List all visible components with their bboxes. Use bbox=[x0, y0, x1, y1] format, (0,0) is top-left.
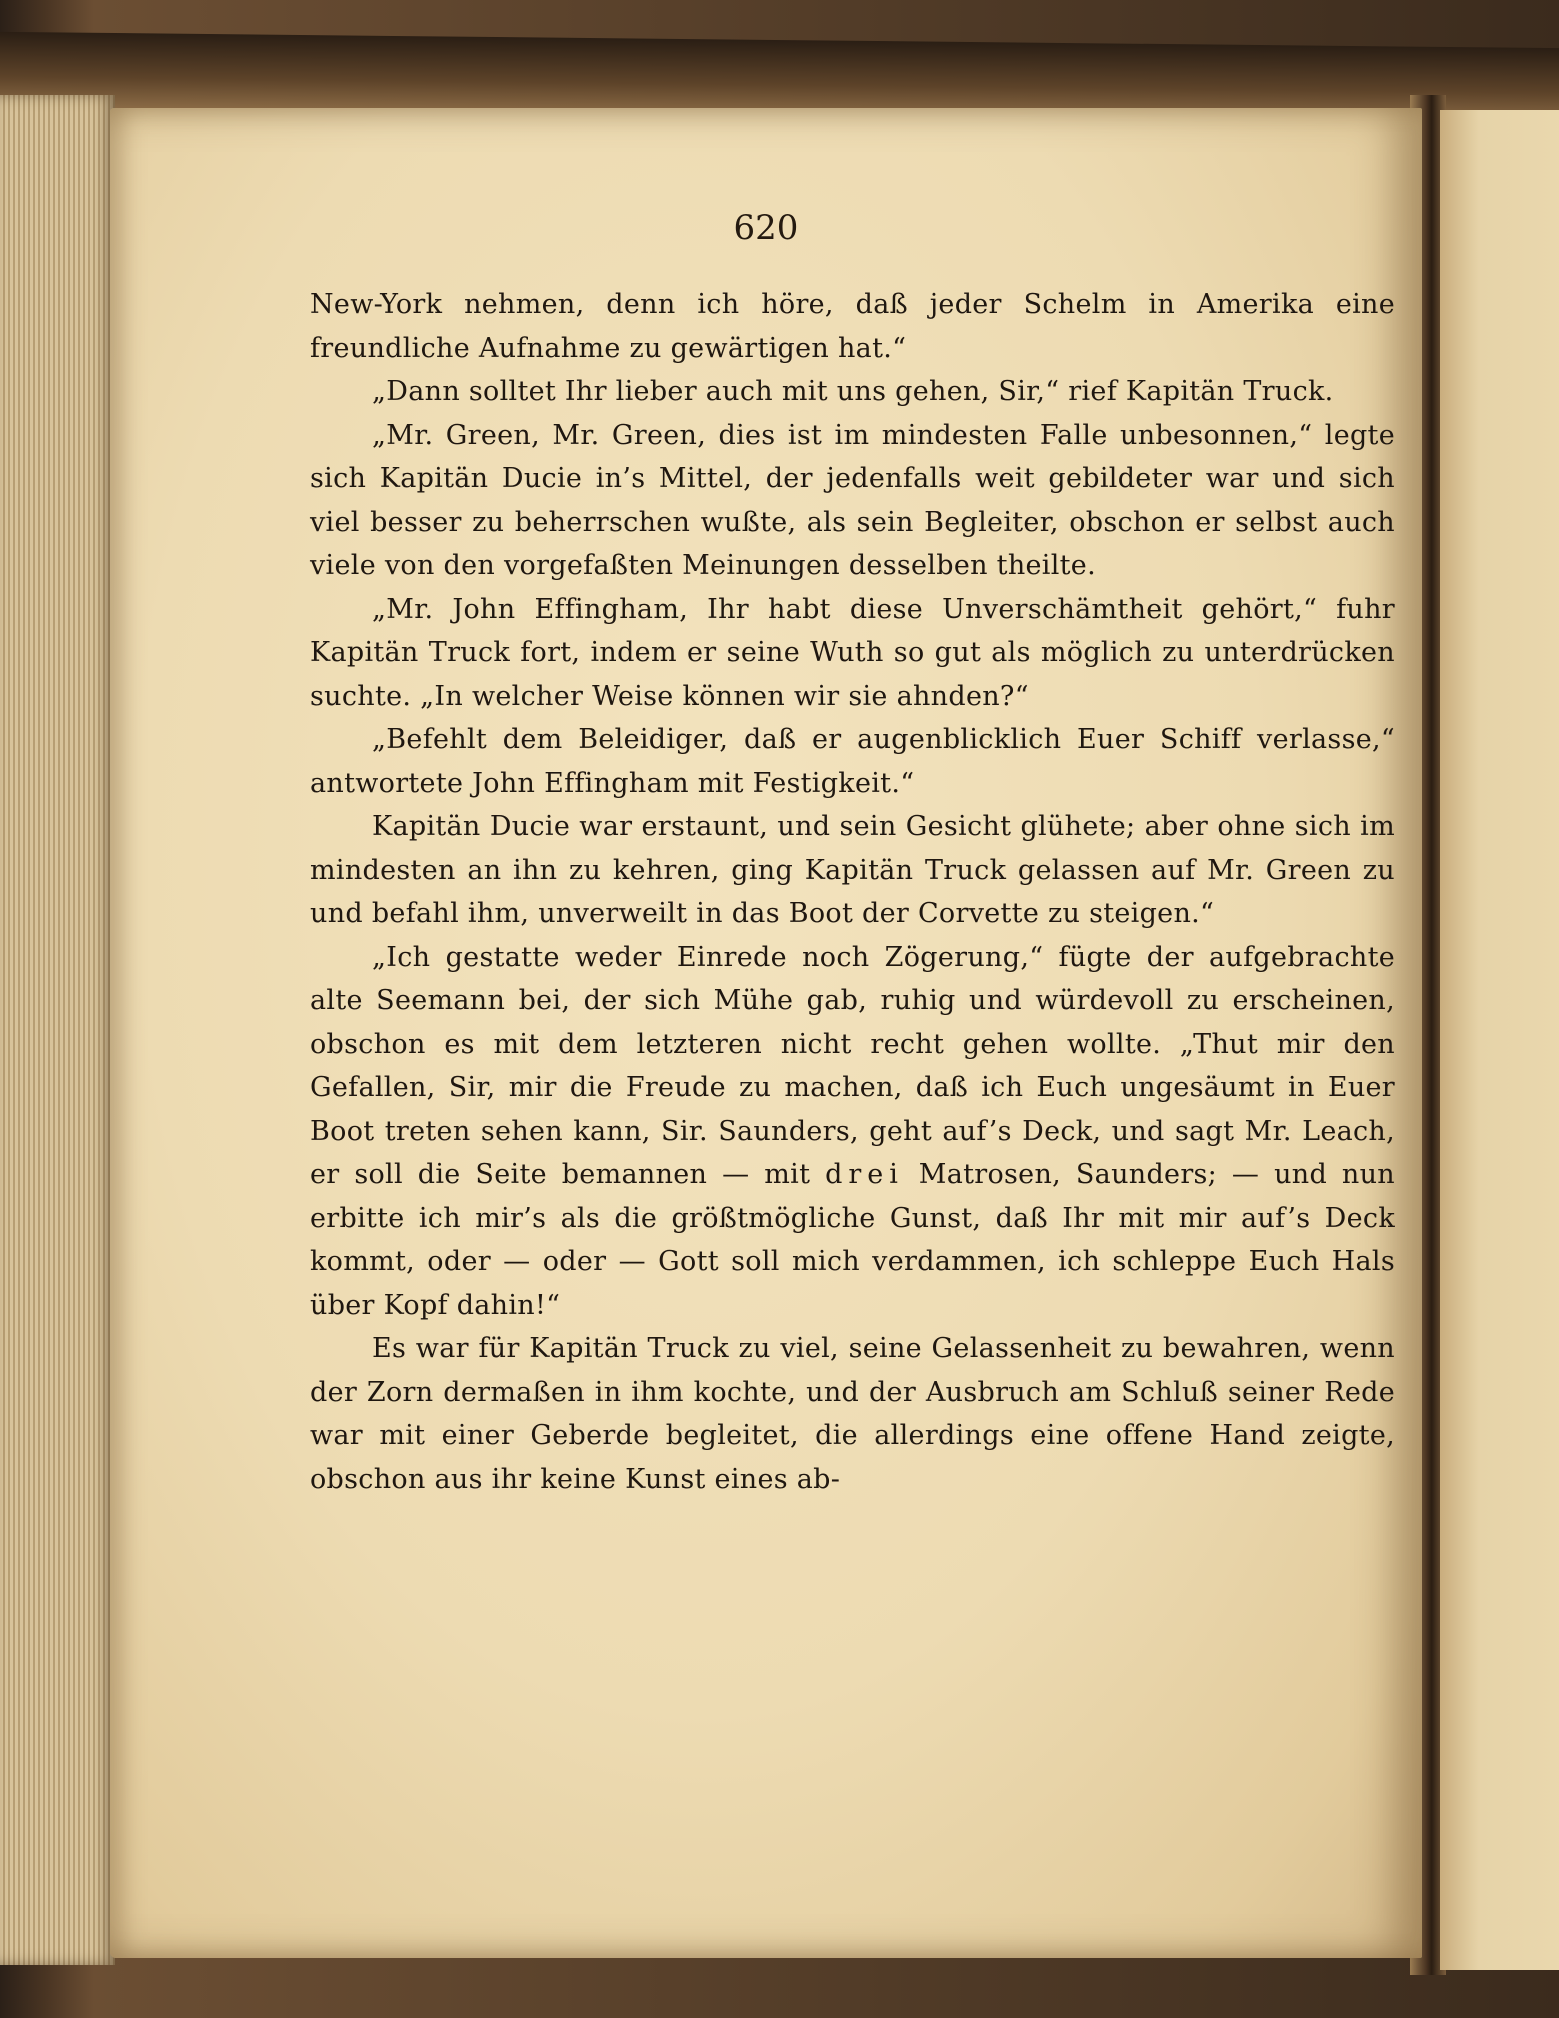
paragraph-5: „Befehlt dem Beleidiger, daß er augenblicklich Euer Schiff verlasse,“ antwortete John Effingham mit Festigkeit.“ bbox=[310, 724, 1395, 799]
paragraph-8: Es war für Kapitän Truck zu viel, seine Gelassenheit zu bewahren, wenn der Zorn dermaßen in ihm kochte, und der Ausbruch am Schluß seiner Rede war mit einer Geberde begleitet, die allerdings eine offene Hand zeigte, obschon aus ihr keine Kunst eines ab- bbox=[310, 1333, 1395, 1495]
paragraph-4: „Mr. John Effingham, Ihr habt diese Unverschämtheit gehört,“ fuhr Kapitän Truck fort, indem er seine Wuth so gut als möglich zu unterdrücken suchte. „In welcher Weise können wir sie ahnden?“ bbox=[310, 593, 1395, 712]
paragraph-2: „Dann solltet Ihr lieber auch mit uns gehen, Sir,“ rief Kapitän Truck. bbox=[372, 376, 1334, 407]
paragraph-6: Kapitän Ducie war erstaunt, und sein Gesicht glühete; aber ohne sich im mindesten an ihn zu kehren, ging Kapitän Truck gelassen auf Mr. Green zu und befahl ihm, unverweilt in das Boot der Corvette zu steigen.“ bbox=[310, 811, 1395, 929]
page-number: 620 bbox=[733, 208, 799, 248]
paragraph-7-part-b: Matrosen, Saunders; — und nun erbitte ich mir’s als die größtmögliche Gunst, daß Ihr mit mir auf’s Deck kommt, oder — oder — Gott soll mich verdammen, ich schleppe Euch Hals über Kopf dahin!“ bbox=[310, 1159, 1395, 1321]
book-page bbox=[110, 108, 1422, 1958]
paragraph-7-spaced-word: drei bbox=[825, 1159, 904, 1190]
paragraph-7 bbox=[310, 936, 1395, 1328]
paragraph-1: New-York nehmen, denn ich höre, daß jeder Schelm in Amerika eine freundliche Aufnahme zu gewärtigen hat.“ bbox=[310, 289, 1395, 364]
paragraph-3: „Mr. Green, Mr. Green, dies ist im mindesten Falle unbesonnen,“ legte sich Kapitän Ducie in’s Mittel, der jedenfalls weit gebildeter war und sich viel besser zu beherrschen wußte, als sein Begleiter, obschon er selbst auch viele von den vorgefaßten Meinungen desselben theilte. bbox=[310, 419, 1395, 581]
facing-page-edge bbox=[1440, 110, 1559, 1970]
paragraph-7-part-a: „Ich gestatte weder Einrede noch Zögerung,“ fügte der aufgebrachte alte Seemann bei, der sich Mühe gab, ruhig und würdevoll zu erscheinen, obschon es mit dem letzteren nicht recht gehen wollte. „Thut mir den Gefallen, Sir, mir die Freude zu machen, daß ich Euch ungesäumt in Euer Boot treten sehen kann, Sir. Saunders, geht auf’s Deck, und sagt Mr. Leach, er soll die Seite bemannen — mit bbox=[310, 941, 1395, 1190]
body-text bbox=[310, 283, 1395, 1501]
page-stack-edge bbox=[0, 95, 115, 1965]
